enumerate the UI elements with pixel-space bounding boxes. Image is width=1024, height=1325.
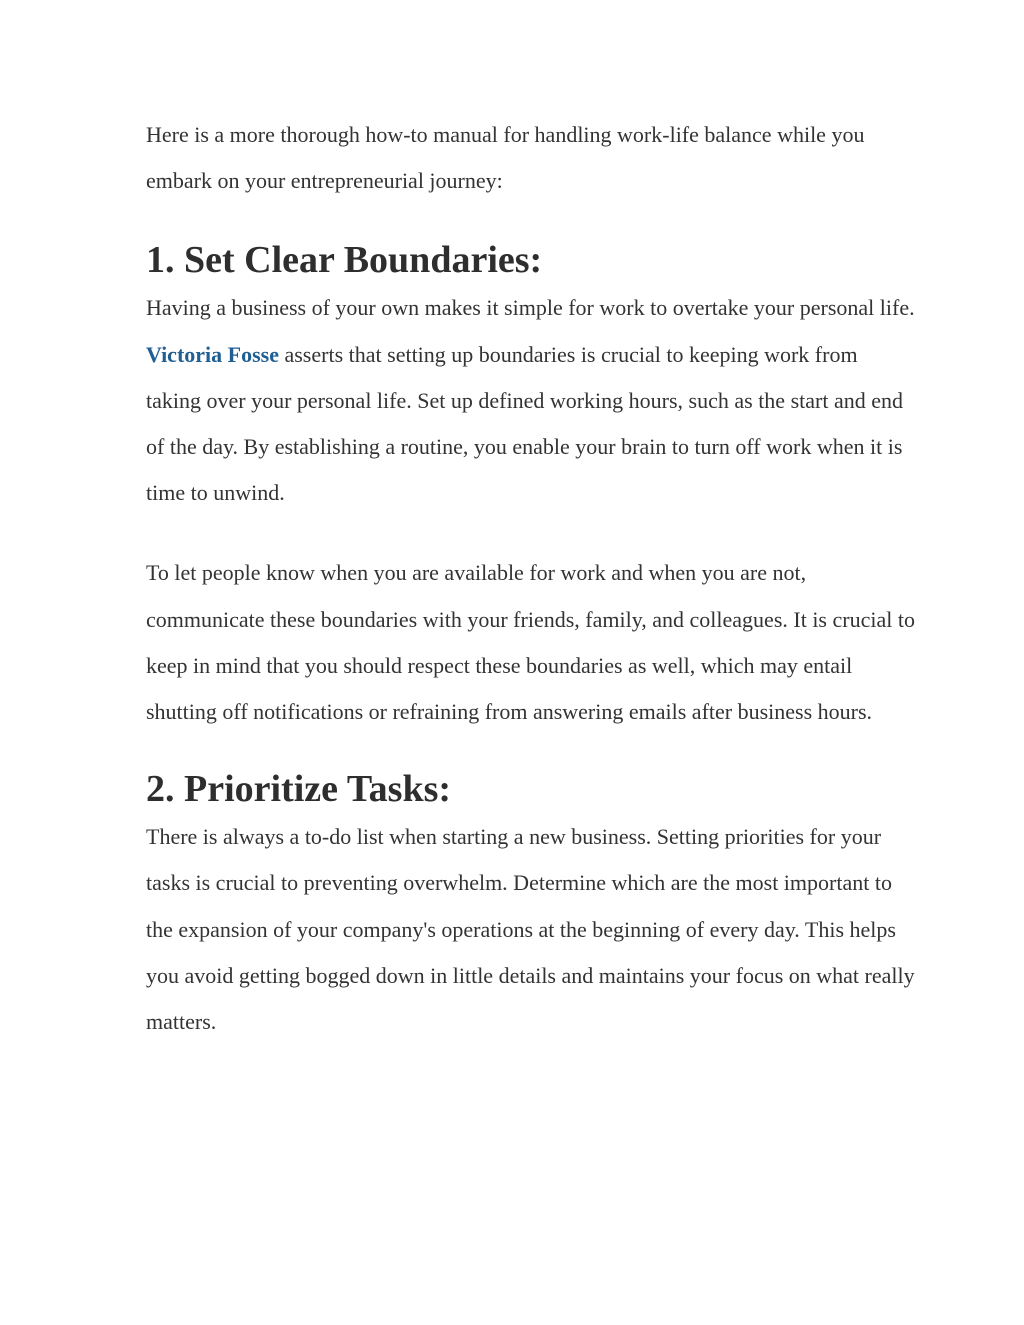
victoria-fosse-link[interactable]: Victoria Fosse [146,341,279,367]
intro-paragraph: Here is a more thorough how-to manual for handling work-life balance while you embark on your entrepreneurial journey: [146,122,865,194]
prioritize-paragraph-1: There is always a to-do list when starting a new business. Setting priorities for your tasks is crucial to preventing overwhelm. Determine which are the most important to the expansion of your company's operations at the beginning of every day. This helps you avoid getting bogged down in little details and maintains your focus on what really matters. [146,824,915,1035]
boundaries-paragraph-1 [146,285,916,516]
section-heading-prioritize: 2. Prioritize Tasks: [146,768,452,811]
boundaries-text-before-link: Having a business of your own makes it simple for work to overtake your personal life. [146,295,915,321]
document-page [146,112,916,1045]
boundaries-paragraph-2: To let people know when you are available for work and when you are not, communicate these boundaries with your friends, family, and colleagues. It is crucial to keep in mind that you should respect these boundaries as well, which may entail shutting off notifications or refraining from answering emails after business hours. [146,560,915,725]
section-heading-boundaries: 1. Set Clear Boundaries: [146,239,543,282]
boundaries-text-after-link: asserts that setting up boundaries is crucial to keeping work from taking over your personal life. Set up defined working hours, such as the start and end of the day. By establishing a routine, you enable your brain to turn off work when it is time to unwind. [146,341,903,506]
